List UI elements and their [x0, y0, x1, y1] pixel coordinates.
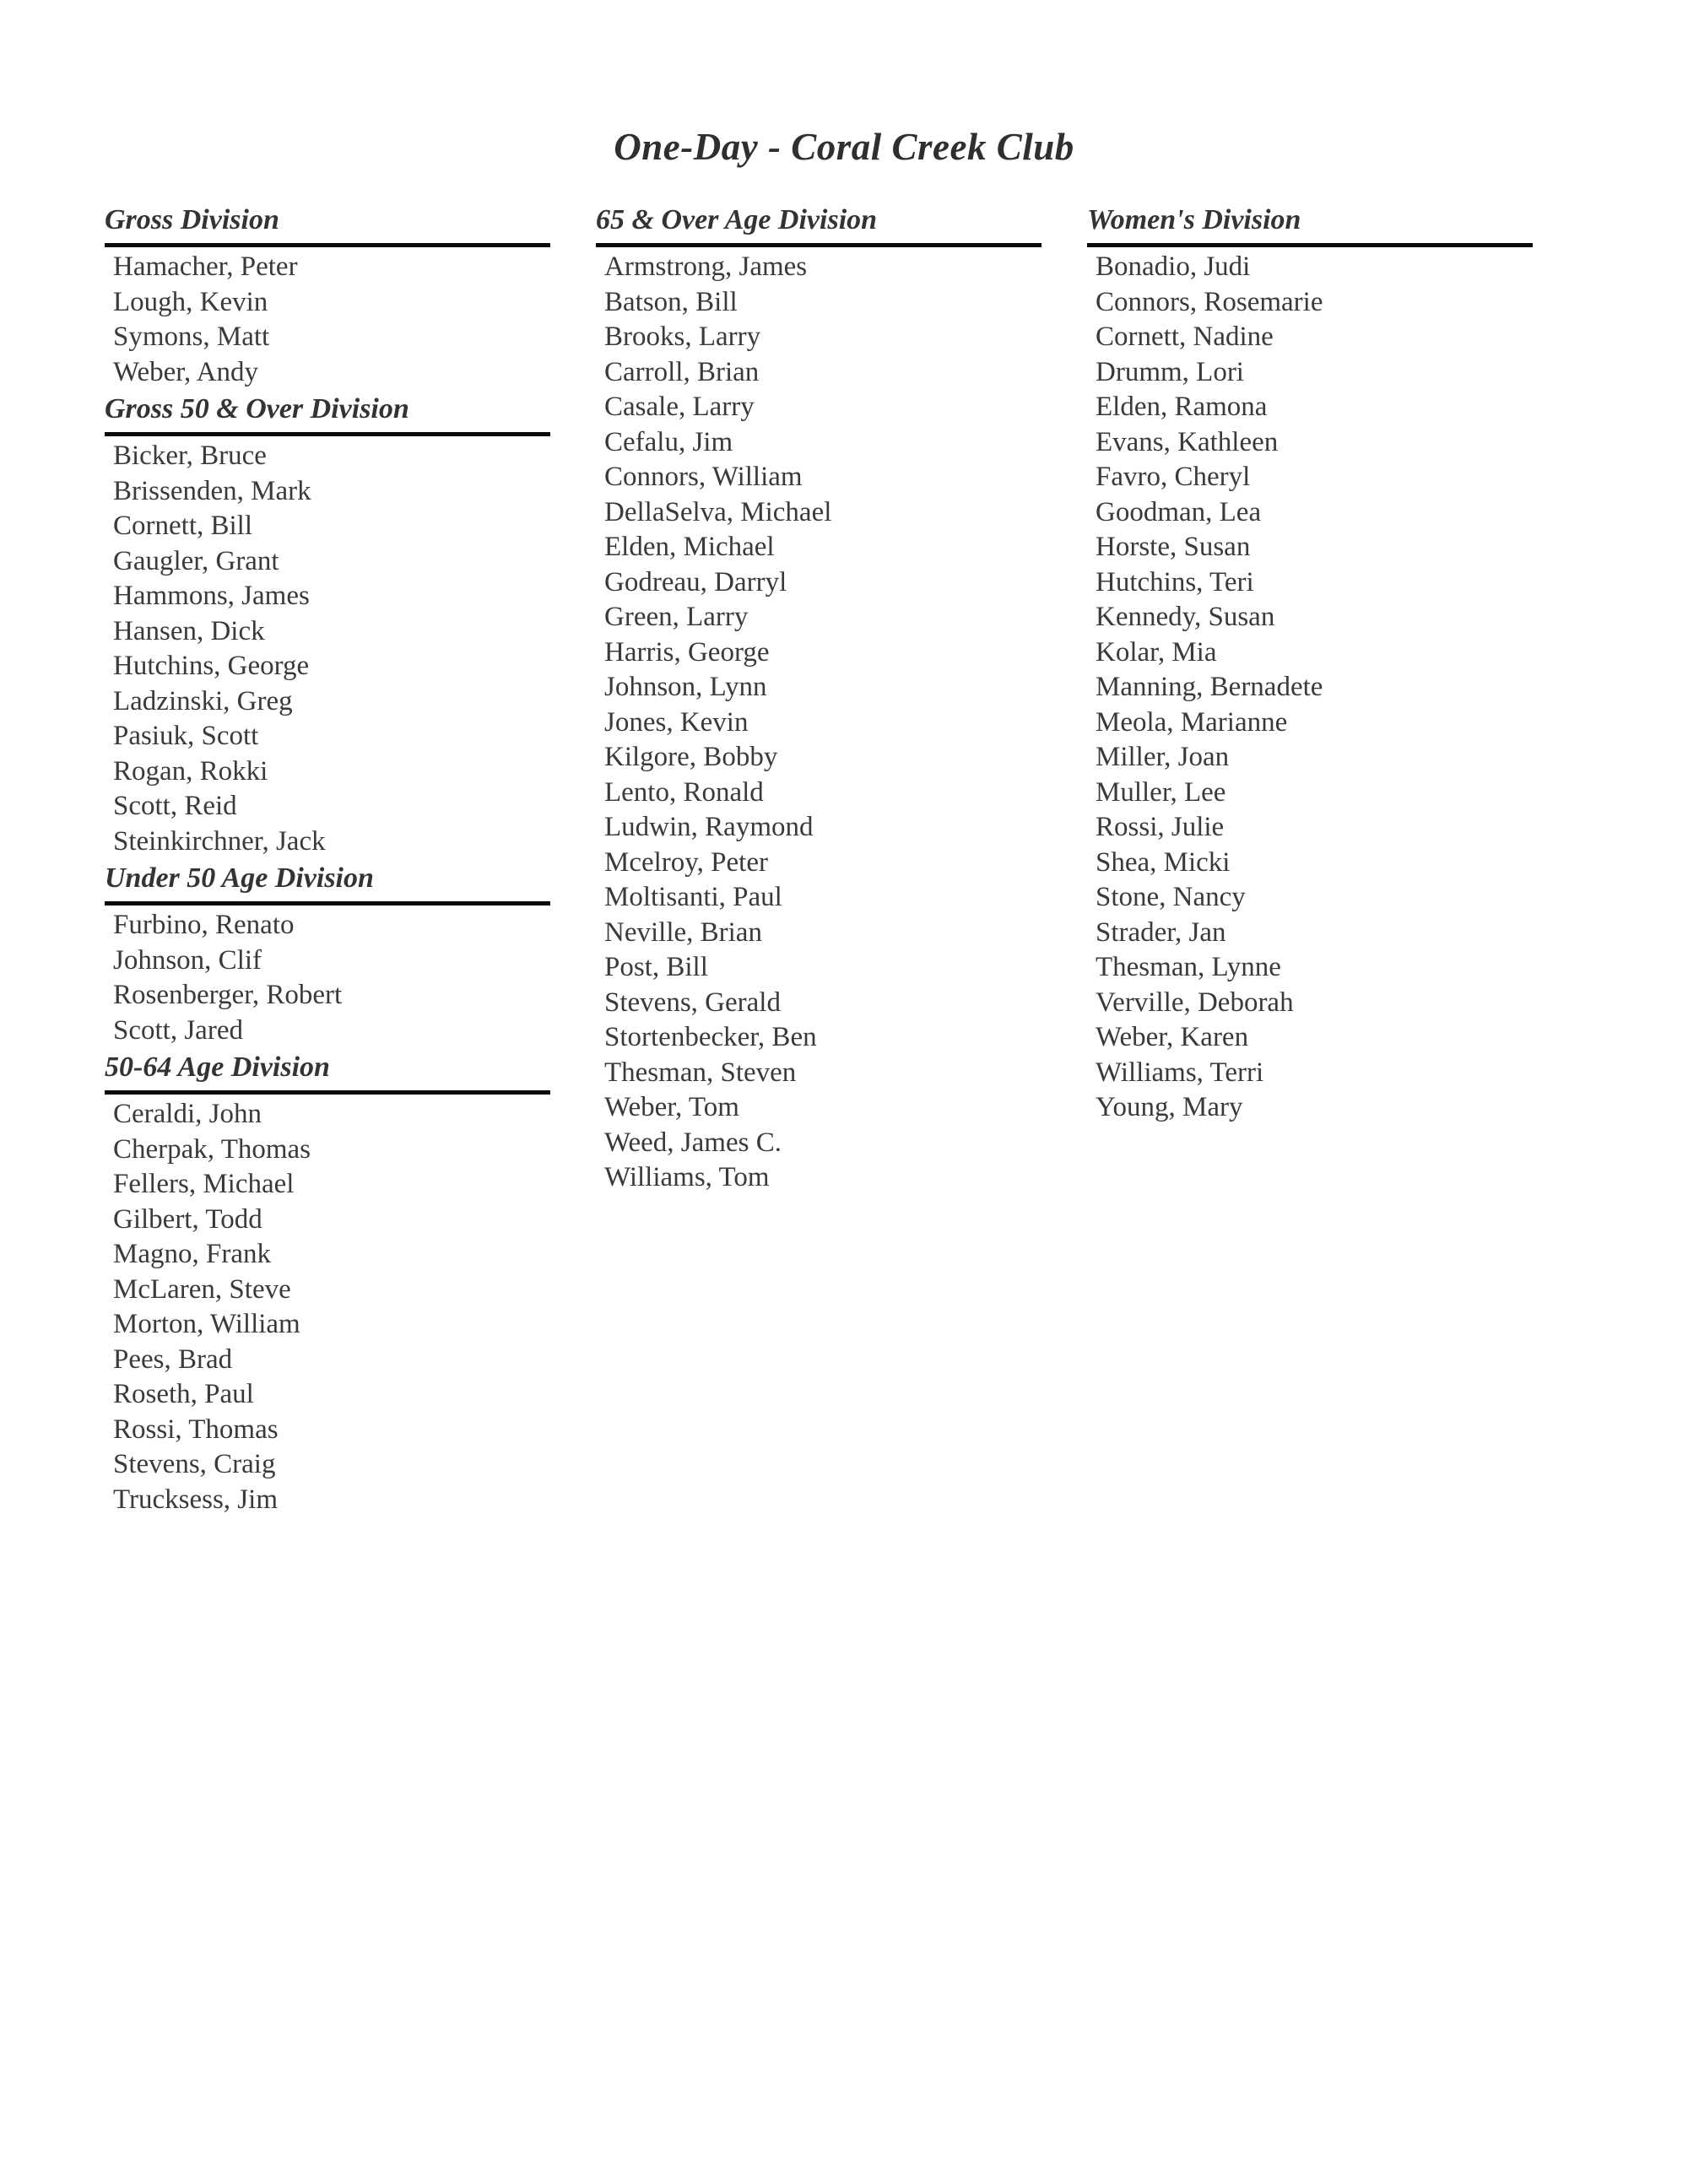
player-name: Ludwin, Raymond	[604, 812, 814, 842]
player-name: Ceraldi, John	[113, 1099, 262, 1129]
player-name: Carroll, Brian	[604, 356, 760, 387]
page-title: One-Day - Coral Creek Club	[614, 126, 1074, 168]
heading-rule	[105, 901, 550, 905]
player-name: Hammons, James	[113, 581, 310, 611]
player-name: Gaugler, Grant	[113, 545, 279, 576]
player-name: Hutchins, Teri	[1096, 566, 1254, 597]
player-name: Cornett, Nadine	[1096, 322, 1274, 352]
player-name: Weber, Tom	[604, 1092, 739, 1122]
player-name: Brissenden, Mark	[113, 475, 311, 506]
player-name: Harris, George	[604, 636, 770, 668]
player-name: Steinkirchner, Jack	[113, 825, 326, 857]
heading-rule	[105, 243, 550, 247]
division-column	[596, 201, 1041, 1196]
player-name: Williams, Tom	[604, 1162, 770, 1192]
division-section	[596, 201, 1041, 1196]
player-name: Connors, Rosemarie	[1096, 286, 1323, 317]
name-list	[105, 250, 550, 390]
player-name: Morton, William	[113, 1309, 300, 1339]
name-list	[1087, 250, 1533, 1126]
player-name: Meola, Marianne	[1096, 706, 1288, 738]
player-name: Jones, Kevin	[604, 706, 749, 738]
player-name: Verville, Deborah	[1096, 987, 1294, 1018]
player-name: Hutchins, George	[113, 651, 310, 681]
player-name: Bonadio, Judi	[1096, 251, 1251, 282]
heading-rule	[596, 243, 1041, 247]
player-name: Elden, Ramona	[1096, 392, 1268, 422]
division-heading: Women's Division	[1087, 204, 1301, 235]
player-name: Johnson, Clif	[113, 944, 262, 976]
player-name: Manning, Bernadete	[1096, 672, 1323, 702]
player-name: Weber, Andy	[113, 356, 258, 387]
division-heading: 65 & Over Age Division	[596, 204, 878, 235]
player-name: Magno, Frank	[113, 1239, 271, 1269]
player-name: Bicker, Bruce	[113, 441, 267, 471]
player-name: Mcelroy, Peter	[604, 846, 768, 878]
player-name: Lento, Ronald	[604, 776, 764, 808]
player-name: Goodman, Lea	[1096, 496, 1262, 527]
player-name: Shea, Micki	[1096, 846, 1231, 878]
player-name: Thesman, Lynne	[1096, 952, 1281, 982]
player-name: Rossi, Thomas	[113, 1414, 279, 1445]
player-name: Miller, Joan	[1096, 742, 1230, 772]
name-list	[105, 439, 550, 859]
division-heading: 50-64 Age Division	[105, 1051, 330, 1083]
division-column	[1087, 201, 1533, 1126]
heading-rule	[105, 1090, 550, 1095]
player-name: Strader, Jan	[1096, 916, 1226, 948]
player-name: Armstrong, James	[604, 251, 808, 282]
division-column	[105, 201, 550, 1517]
player-name: Cherpak, Thomas	[113, 1133, 311, 1165]
player-name: Williams, Terri	[1096, 1057, 1264, 1088]
player-name: Godreau, Darryl	[604, 566, 787, 597]
player-name: Stone, Nancy	[1096, 882, 1246, 912]
player-name: Ladzinski, Greg	[113, 685, 293, 716]
player-name: Connors, William	[604, 462, 803, 492]
player-name: Elden, Michael	[604, 532, 775, 562]
player-name: Casale, Larry	[604, 392, 755, 422]
division-heading: Gross Division	[105, 204, 279, 235]
player-name: Horste, Susan	[1096, 532, 1251, 562]
player-name: DellaSelva, Michael	[604, 496, 832, 527]
player-name: Weed, James C.	[604, 1127, 782, 1158]
player-name: Roseth, Paul	[113, 1379, 254, 1409]
player-name: Kennedy, Susan	[1096, 602, 1275, 632]
player-name: Stevens, Gerald	[604, 987, 781, 1018]
name-list	[105, 1097, 550, 1517]
player-name: Gilbert, Todd	[113, 1203, 262, 1235]
player-name: Rosenberger, Robert	[113, 980, 343, 1010]
player-name: Young, Mary	[1096, 1092, 1243, 1122]
player-name: Pees, Brad	[113, 1343, 233, 1375]
division-section	[1087, 201, 1533, 1126]
player-name: Brooks, Larry	[604, 322, 761, 352]
division-heading: Under 50 Age Division	[105, 862, 374, 894]
division-section	[105, 1048, 550, 1517]
player-name: Thesman, Steven	[604, 1057, 797, 1088]
player-name: McLaren, Steve	[113, 1273, 291, 1305]
player-name: Symons, Matt	[113, 322, 270, 352]
heading-rule	[1087, 243, 1533, 247]
player-name: Post, Bill	[604, 952, 708, 982]
division-heading: Gross 50 & Over Division	[105, 393, 409, 424]
player-name: Scott, Reid	[113, 791, 237, 821]
player-name: Kilgore, Bobby	[604, 742, 778, 772]
player-name: Furbino, Renato	[113, 910, 295, 940]
player-name: Moltisanti, Paul	[604, 882, 782, 912]
division-section	[105, 201, 550, 390]
player-name: Muller, Lee	[1096, 776, 1226, 808]
player-name: Hamacher, Peter	[113, 251, 298, 282]
player-name: Cornett, Bill	[113, 511, 252, 541]
name-list	[105, 908, 550, 1048]
player-name: Lough, Kevin	[113, 286, 268, 317]
division-columns	[105, 201, 1533, 1517]
player-name: Neville, Brian	[604, 916, 762, 948]
player-name: Rogan, Rokki	[113, 755, 268, 787]
player-name: Drumm, Lori	[1096, 356, 1244, 387]
player-name: Weber, Karen	[1096, 1022, 1249, 1052]
player-name: Pasiuk, Scott	[113, 721, 259, 751]
player-name: Scott, Jared	[113, 1014, 243, 1046]
player-name: Rossi, Julie	[1096, 812, 1225, 842]
player-name: Batson, Bill	[604, 286, 738, 317]
player-name: Stevens, Craig	[113, 1449, 276, 1479]
name-list	[596, 250, 1041, 1196]
player-name: Stortenbecker, Ben	[604, 1022, 817, 1052]
player-name: Green, Larry	[604, 602, 749, 632]
player-name: Trucksess, Jim	[113, 1484, 278, 1515]
heading-rule	[105, 432, 550, 436]
player-name: Johnson, Lynn	[604, 672, 767, 702]
player-name: Fellers, Michael	[113, 1169, 295, 1199]
player-name: Evans, Kathleen	[1096, 426, 1279, 457]
player-name: Hansen, Dick	[113, 615, 265, 646]
player-name: Kolar, Mia	[1096, 636, 1217, 668]
division-section	[105, 390, 550, 859]
division-section	[105, 859, 550, 1048]
player-name: Favro, Cheryl	[1096, 462, 1251, 492]
player-name: Cefalu, Jim	[604, 426, 733, 457]
